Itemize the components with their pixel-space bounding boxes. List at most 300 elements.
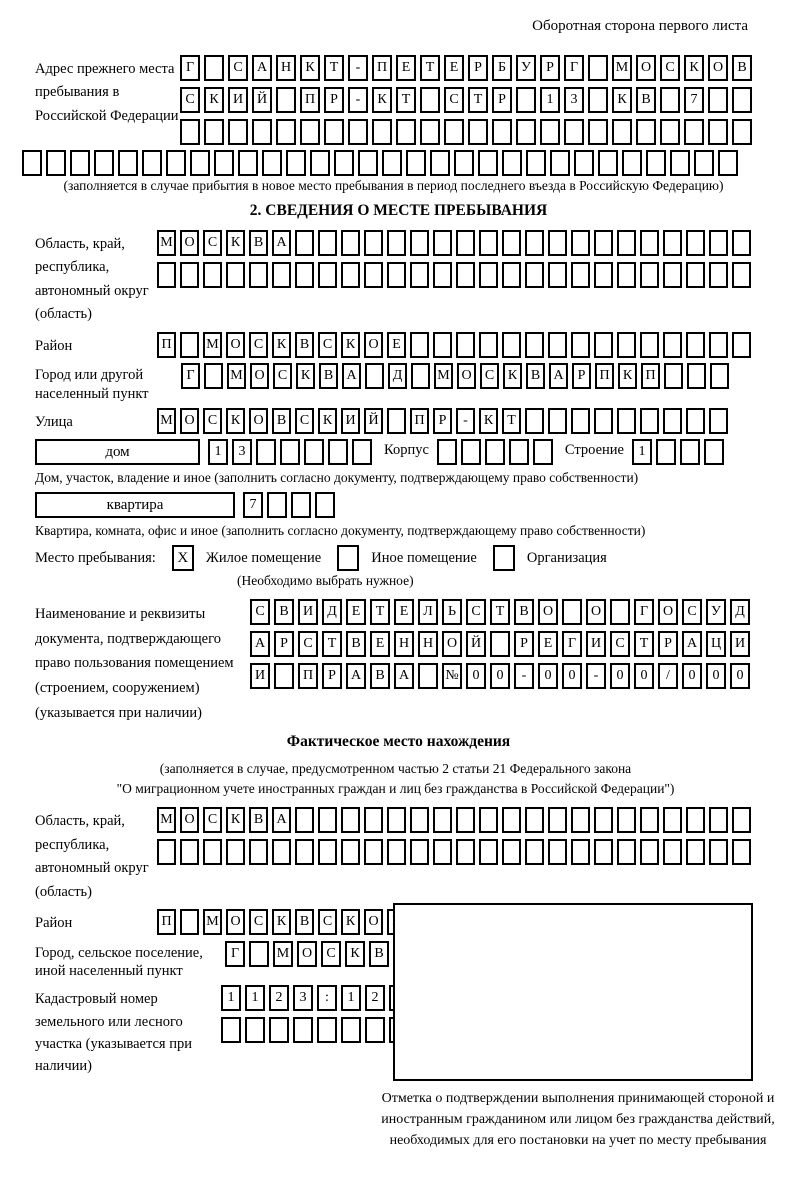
char-cell[interactable] (203, 839, 222, 865)
char-cell[interactable] (617, 230, 636, 256)
char-cell[interactable]: Г (225, 941, 245, 967)
char-cell[interactable] (341, 262, 360, 288)
char-cell[interactable] (387, 230, 406, 256)
char-cell[interactable]: Т (370, 599, 390, 625)
char-cell[interactable] (525, 408, 544, 434)
char-cell[interactable] (387, 807, 406, 833)
char-cell[interactable]: Д (730, 599, 750, 625)
char-cell[interactable] (732, 807, 751, 833)
char-cell[interactable] (533, 439, 553, 465)
char-cell[interactable]: И (228, 87, 248, 113)
char-cell[interactable]: С (321, 941, 341, 967)
char-cell[interactable] (686, 408, 705, 434)
char-cell[interactable] (214, 150, 234, 176)
char-cell[interactable]: 3 (232, 439, 252, 465)
char-cell[interactable]: К (226, 807, 245, 833)
char-cell[interactable] (502, 839, 521, 865)
char-cell[interactable]: Ь (442, 599, 462, 625)
char-cell[interactable] (262, 150, 282, 176)
char-cell[interactable] (479, 839, 498, 865)
char-cell[interactable] (269, 1017, 289, 1043)
char-cell[interactable]: - (586, 663, 606, 689)
char-cell[interactable] (249, 262, 268, 288)
char-cell[interactable]: П (300, 87, 320, 113)
char-cell[interactable] (588, 119, 608, 145)
char-cell[interactable]: Р (468, 55, 488, 81)
char-cell[interactable]: Т (468, 87, 488, 113)
char-cell[interactable]: Г (634, 599, 654, 625)
char-cell[interactable] (516, 87, 536, 113)
char-cell[interactable] (410, 807, 429, 833)
char-cell[interactable] (525, 332, 544, 358)
char-cell[interactable] (660, 87, 680, 113)
char-cell[interactable] (468, 119, 488, 145)
char-cell[interactable]: 3 (564, 87, 584, 113)
char-cell[interactable]: К (341, 909, 360, 935)
char-cell[interactable] (709, 839, 728, 865)
char-cell[interactable] (502, 807, 521, 833)
char-cell[interactable]: Н (276, 55, 296, 81)
street-row[interactable] (157, 408, 732, 434)
char-cell[interactable]: С (318, 909, 337, 935)
char-cell[interactable] (410, 839, 429, 865)
char-cell[interactable]: А (272, 807, 291, 833)
char-cell[interactable]: У (706, 599, 726, 625)
char-cell[interactable]: В (319, 363, 338, 389)
char-cell[interactable] (663, 839, 682, 865)
char-cell[interactable] (594, 262, 613, 288)
char-cell[interactable]: 0 (538, 663, 558, 689)
char-cell[interactable] (387, 262, 406, 288)
char-cell[interactable] (479, 262, 498, 288)
char-cell[interactable] (352, 439, 372, 465)
char-cell[interactable]: Т (490, 599, 510, 625)
char-cell[interactable]: К (226, 408, 245, 434)
char-cell[interactable] (663, 332, 682, 358)
char-cell[interactable]: В (369, 941, 389, 967)
char-cell[interactable]: Р (658, 631, 678, 657)
char-cell[interactable] (249, 941, 269, 967)
char-cell[interactable] (571, 408, 590, 434)
char-cell[interactable] (411, 363, 430, 389)
char-cell[interactable] (410, 332, 429, 358)
char-cell[interactable]: М (157, 230, 176, 256)
char-cell[interactable]: М (273, 941, 293, 967)
char-cell[interactable]: - (348, 55, 368, 81)
actual-region-row-1[interactable] (157, 807, 755, 833)
char-cell[interactable] (304, 439, 324, 465)
char-cell[interactable]: К (341, 332, 360, 358)
char-cell[interactable] (479, 332, 498, 358)
char-cell[interactable]: М (434, 363, 453, 389)
char-cell[interactable] (687, 363, 706, 389)
char-cell[interactable]: Е (538, 631, 558, 657)
char-cell[interactable] (617, 839, 636, 865)
char-cell[interactable]: Й (466, 631, 486, 657)
char-cell[interactable] (341, 839, 360, 865)
char-cell[interactable]: И (298, 599, 318, 625)
char-cell[interactable] (310, 150, 330, 176)
char-cell[interactable] (548, 262, 567, 288)
char-cell[interactable]: А (250, 631, 270, 657)
char-cell[interactable]: О (250, 363, 269, 389)
char-cell[interactable] (365, 363, 384, 389)
char-cell[interactable]: С (228, 55, 248, 81)
char-cell[interactable] (94, 150, 114, 176)
char-cell[interactable] (420, 87, 440, 113)
char-cell[interactable] (548, 230, 567, 256)
char-cell[interactable]: Ц (706, 631, 726, 657)
char-cell[interactable]: К (300, 55, 320, 81)
char-cell[interactable]: С (203, 230, 222, 256)
char-cell[interactable] (286, 150, 306, 176)
char-cell[interactable]: С (250, 599, 270, 625)
char-cell[interactable]: Й (364, 408, 383, 434)
char-cell[interactable]: П (641, 363, 660, 389)
char-cell[interactable] (348, 119, 368, 145)
char-cell[interactable]: Е (396, 55, 416, 81)
char-cell[interactable]: О (586, 599, 606, 625)
char-cell[interactable] (732, 119, 752, 145)
char-cell[interactable]: Р (324, 87, 344, 113)
char-cell[interactable]: Т (322, 631, 342, 657)
char-cell[interactable] (433, 230, 452, 256)
char-cell[interactable] (228, 119, 248, 145)
char-cell[interactable]: № (442, 663, 462, 689)
char-cell[interactable]: У (516, 55, 536, 81)
char-cell[interactable] (709, 332, 728, 358)
char-cell[interactable] (295, 262, 314, 288)
char-cell[interactable] (525, 230, 544, 256)
char-cell[interactable] (550, 150, 570, 176)
char-cell[interactable] (571, 332, 590, 358)
char-cell[interactable] (317, 1017, 337, 1043)
char-cell[interactable] (646, 150, 666, 176)
char-cell[interactable]: А (272, 230, 291, 256)
char-cell[interactable] (526, 150, 546, 176)
char-cell[interactable] (732, 262, 751, 288)
char-cell[interactable] (664, 363, 683, 389)
prev-address-row-1[interactable] (180, 55, 756, 81)
char-cell[interactable] (318, 230, 337, 256)
char-cell[interactable] (252, 119, 272, 145)
char-cell[interactable]: 1 (208, 439, 228, 465)
char-cell[interactable] (732, 87, 752, 113)
char-cell[interactable]: Р (572, 363, 591, 389)
char-cell[interactable] (444, 119, 464, 145)
char-cell[interactable]: Н (394, 631, 414, 657)
char-cell[interactable]: В (249, 230, 268, 256)
char-cell[interactable]: В (526, 363, 545, 389)
char-cell[interactable] (341, 230, 360, 256)
char-cell[interactable]: Р (540, 55, 560, 81)
char-cell[interactable]: В (295, 909, 314, 935)
char-cell[interactable] (594, 230, 613, 256)
char-cell[interactable] (180, 909, 199, 935)
char-cell[interactable] (686, 332, 705, 358)
char-cell[interactable]: 0 (466, 663, 486, 689)
char-cell[interactable] (430, 150, 450, 176)
char-cell[interactable] (710, 363, 729, 389)
char-cell[interactable]: К (204, 87, 224, 113)
char-cell[interactable]: О (457, 363, 476, 389)
char-cell[interactable]: К (345, 941, 365, 967)
char-cell[interactable]: С (203, 807, 222, 833)
char-cell[interactable] (548, 408, 567, 434)
char-cell[interactable]: Г (181, 363, 200, 389)
char-cell[interactable] (410, 262, 429, 288)
char-cell[interactable] (548, 839, 567, 865)
char-cell[interactable] (118, 150, 138, 176)
region-row-2[interactable] (157, 262, 755, 288)
char-cell[interactable]: С (298, 631, 318, 657)
char-cell[interactable]: В (346, 631, 366, 657)
char-cell[interactable]: К (272, 332, 291, 358)
char-cell[interactable] (640, 262, 659, 288)
char-cell[interactable] (686, 807, 705, 833)
char-cell[interactable]: О (297, 941, 317, 967)
char-cell[interactable]: Г (564, 55, 584, 81)
char-cell[interactable] (418, 663, 438, 689)
char-cell[interactable] (709, 262, 728, 288)
char-cell[interactable]: Р (322, 663, 342, 689)
char-cell[interactable]: С (480, 363, 499, 389)
char-cell[interactable]: 7 (684, 87, 704, 113)
char-cell[interactable] (272, 839, 291, 865)
char-cell[interactable] (318, 807, 337, 833)
char-cell[interactable]: / (658, 663, 678, 689)
char-cell[interactable] (433, 839, 452, 865)
char-cell[interactable] (594, 839, 613, 865)
char-cell[interactable]: К (318, 408, 337, 434)
char-cell[interactable]: П (410, 408, 429, 434)
char-cell[interactable] (204, 55, 224, 81)
char-cell[interactable]: В (295, 332, 314, 358)
char-cell[interactable] (479, 230, 498, 256)
char-cell[interactable] (166, 150, 186, 176)
char-cell[interactable]: 0 (610, 663, 630, 689)
char-cell[interactable] (180, 262, 199, 288)
char-cell[interactable] (157, 262, 176, 288)
char-cell[interactable] (276, 119, 296, 145)
char-cell[interactable] (571, 807, 590, 833)
stroenie-cells[interactable] (632, 439, 728, 465)
char-cell[interactable]: 2 (365, 985, 385, 1011)
char-cell[interactable] (562, 599, 582, 625)
char-cell[interactable] (540, 119, 560, 145)
char-cell[interactable]: О (180, 807, 199, 833)
actual-region-row-2[interactable] (157, 839, 755, 865)
char-cell[interactable]: Т (634, 631, 654, 657)
char-cell[interactable] (267, 492, 287, 518)
char-cell[interactable]: Д (388, 363, 407, 389)
char-cell[interactable]: 0 (730, 663, 750, 689)
char-cell[interactable] (610, 599, 630, 625)
char-cell[interactable] (663, 262, 682, 288)
char-cell[interactable] (190, 150, 210, 176)
char-cell[interactable] (670, 150, 690, 176)
char-cell[interactable] (612, 119, 632, 145)
char-cell[interactable] (502, 150, 522, 176)
char-cell[interactable] (203, 262, 222, 288)
char-cell[interactable]: 7 (243, 492, 263, 518)
char-cell[interactable] (594, 807, 613, 833)
char-cell[interactable]: М (612, 55, 632, 81)
char-cell[interactable] (640, 332, 659, 358)
char-cell[interactable] (571, 230, 590, 256)
char-cell[interactable] (180, 839, 199, 865)
char-cell[interactable] (293, 1017, 313, 1043)
char-cell[interactable]: Й (252, 87, 272, 113)
char-cell[interactable] (574, 150, 594, 176)
char-cell[interactable] (686, 230, 705, 256)
char-cell[interactable] (660, 119, 680, 145)
char-cell[interactable]: В (274, 599, 294, 625)
char-cell[interactable] (433, 807, 452, 833)
char-cell[interactable] (256, 439, 276, 465)
char-cell[interactable] (396, 119, 416, 145)
char-cell[interactable]: О (180, 408, 199, 434)
char-cell[interactable] (598, 150, 618, 176)
char-cell[interactable] (492, 119, 512, 145)
char-cell[interactable]: К (684, 55, 704, 81)
char-cell[interactable] (502, 262, 521, 288)
char-cell[interactable]: А (549, 363, 568, 389)
char-cell[interactable] (640, 839, 659, 865)
char-cell[interactable] (318, 839, 337, 865)
char-cell[interactable] (456, 332, 475, 358)
char-cell[interactable] (636, 119, 656, 145)
char-cell[interactable]: А (346, 663, 366, 689)
char-cell[interactable]: О (180, 230, 199, 256)
char-cell[interactable] (70, 150, 90, 176)
char-cell[interactable]: К (479, 408, 498, 434)
char-cell[interactable] (732, 332, 751, 358)
char-cell[interactable] (732, 230, 751, 256)
char-cell[interactable]: Т (420, 55, 440, 81)
char-cell[interactable] (594, 408, 613, 434)
house-type-box[interactable]: дом (35, 439, 200, 465)
char-cell[interactable]: Р (274, 631, 294, 657)
char-cell[interactable]: П (298, 663, 318, 689)
char-cell[interactable]: 1 (245, 985, 265, 1011)
char-cell[interactable] (364, 230, 383, 256)
char-cell[interactable]: Е (346, 599, 366, 625)
char-cell[interactable] (276, 87, 296, 113)
char-cell[interactable] (640, 230, 659, 256)
char-cell[interactable] (478, 150, 498, 176)
char-cell[interactable] (709, 807, 728, 833)
document-row-1[interactable] (250, 599, 754, 625)
char-cell[interactable]: 1 (540, 87, 560, 113)
char-cell[interactable] (364, 807, 383, 833)
char-cell[interactable]: Т (324, 55, 344, 81)
char-cell[interactable]: 0 (490, 663, 510, 689)
char-cell[interactable] (433, 262, 452, 288)
char-cell[interactable]: Е (444, 55, 464, 81)
char-cell[interactable] (509, 439, 529, 465)
char-cell[interactable] (180, 332, 199, 358)
char-cell[interactable]: С (249, 332, 268, 358)
char-cell[interactable]: С (610, 631, 630, 657)
korpus-cells[interactable] (437, 439, 557, 465)
char-cell[interactable]: 0 (682, 663, 702, 689)
char-cell[interactable] (732, 839, 751, 865)
char-cell[interactable] (548, 807, 567, 833)
char-cell[interactable] (525, 262, 544, 288)
char-cell[interactable]: П (157, 909, 176, 935)
char-cell[interactable] (564, 119, 584, 145)
char-cell[interactable]: О (226, 332, 245, 358)
char-cell[interactable] (456, 839, 475, 865)
char-cell[interactable]: В (370, 663, 390, 689)
char-cell[interactable] (708, 87, 728, 113)
char-cell[interactable] (456, 262, 475, 288)
char-cell[interactable] (548, 332, 567, 358)
char-cell[interactable]: - (456, 408, 475, 434)
char-cell[interactable]: Е (394, 599, 414, 625)
char-cell[interactable]: М (227, 363, 246, 389)
char-cell[interactable]: К (296, 363, 315, 389)
char-cell[interactable] (684, 119, 704, 145)
char-cell[interactable]: К (372, 87, 392, 113)
char-cell[interactable] (334, 150, 354, 176)
char-cell[interactable] (694, 150, 714, 176)
char-cell[interactable]: М (203, 909, 222, 935)
char-cell[interactable]: О (226, 909, 245, 935)
char-cell[interactable]: П (595, 363, 614, 389)
house-number-cells[interactable] (208, 439, 376, 465)
char-cell[interactable] (454, 150, 474, 176)
region-row-1[interactable] (157, 230, 755, 256)
char-cell[interactable] (709, 408, 728, 434)
char-cell[interactable]: П (157, 332, 176, 358)
char-cell[interactable]: 2 (269, 985, 289, 1011)
char-cell[interactable]: Г (562, 631, 582, 657)
char-cell[interactable]: С (273, 363, 292, 389)
prev-address-row-3[interactable] (180, 119, 756, 145)
char-cell[interactable] (295, 230, 314, 256)
stay-option-checkbox[interactable]: X (172, 545, 194, 571)
char-cell[interactable] (221, 1017, 241, 1043)
char-cell[interactable] (382, 150, 402, 176)
char-cell[interactable] (420, 119, 440, 145)
char-cell[interactable]: И (250, 663, 270, 689)
char-cell[interactable] (249, 839, 268, 865)
char-cell[interactable] (157, 839, 176, 865)
char-cell[interactable]: О (364, 909, 383, 935)
char-cell[interactable]: : (317, 985, 337, 1011)
char-cell[interactable] (456, 230, 475, 256)
char-cell[interactable] (300, 119, 320, 145)
char-cell[interactable] (410, 230, 429, 256)
char-cell[interactable] (238, 150, 258, 176)
char-cell[interactable] (571, 839, 590, 865)
char-cell[interactable] (622, 150, 642, 176)
char-cell[interactable]: М (157, 807, 176, 833)
char-cell[interactable] (358, 150, 378, 176)
char-cell[interactable] (226, 839, 245, 865)
char-cell[interactable]: П (372, 55, 392, 81)
char-cell[interactable]: С (249, 909, 268, 935)
char-cell[interactable]: Е (387, 332, 406, 358)
char-cell[interactable] (571, 262, 590, 288)
char-cell[interactable]: В (732, 55, 752, 81)
char-cell[interactable]: А (342, 363, 361, 389)
char-cell[interactable] (318, 262, 337, 288)
char-cell[interactable] (686, 839, 705, 865)
char-cell[interactable] (372, 119, 392, 145)
